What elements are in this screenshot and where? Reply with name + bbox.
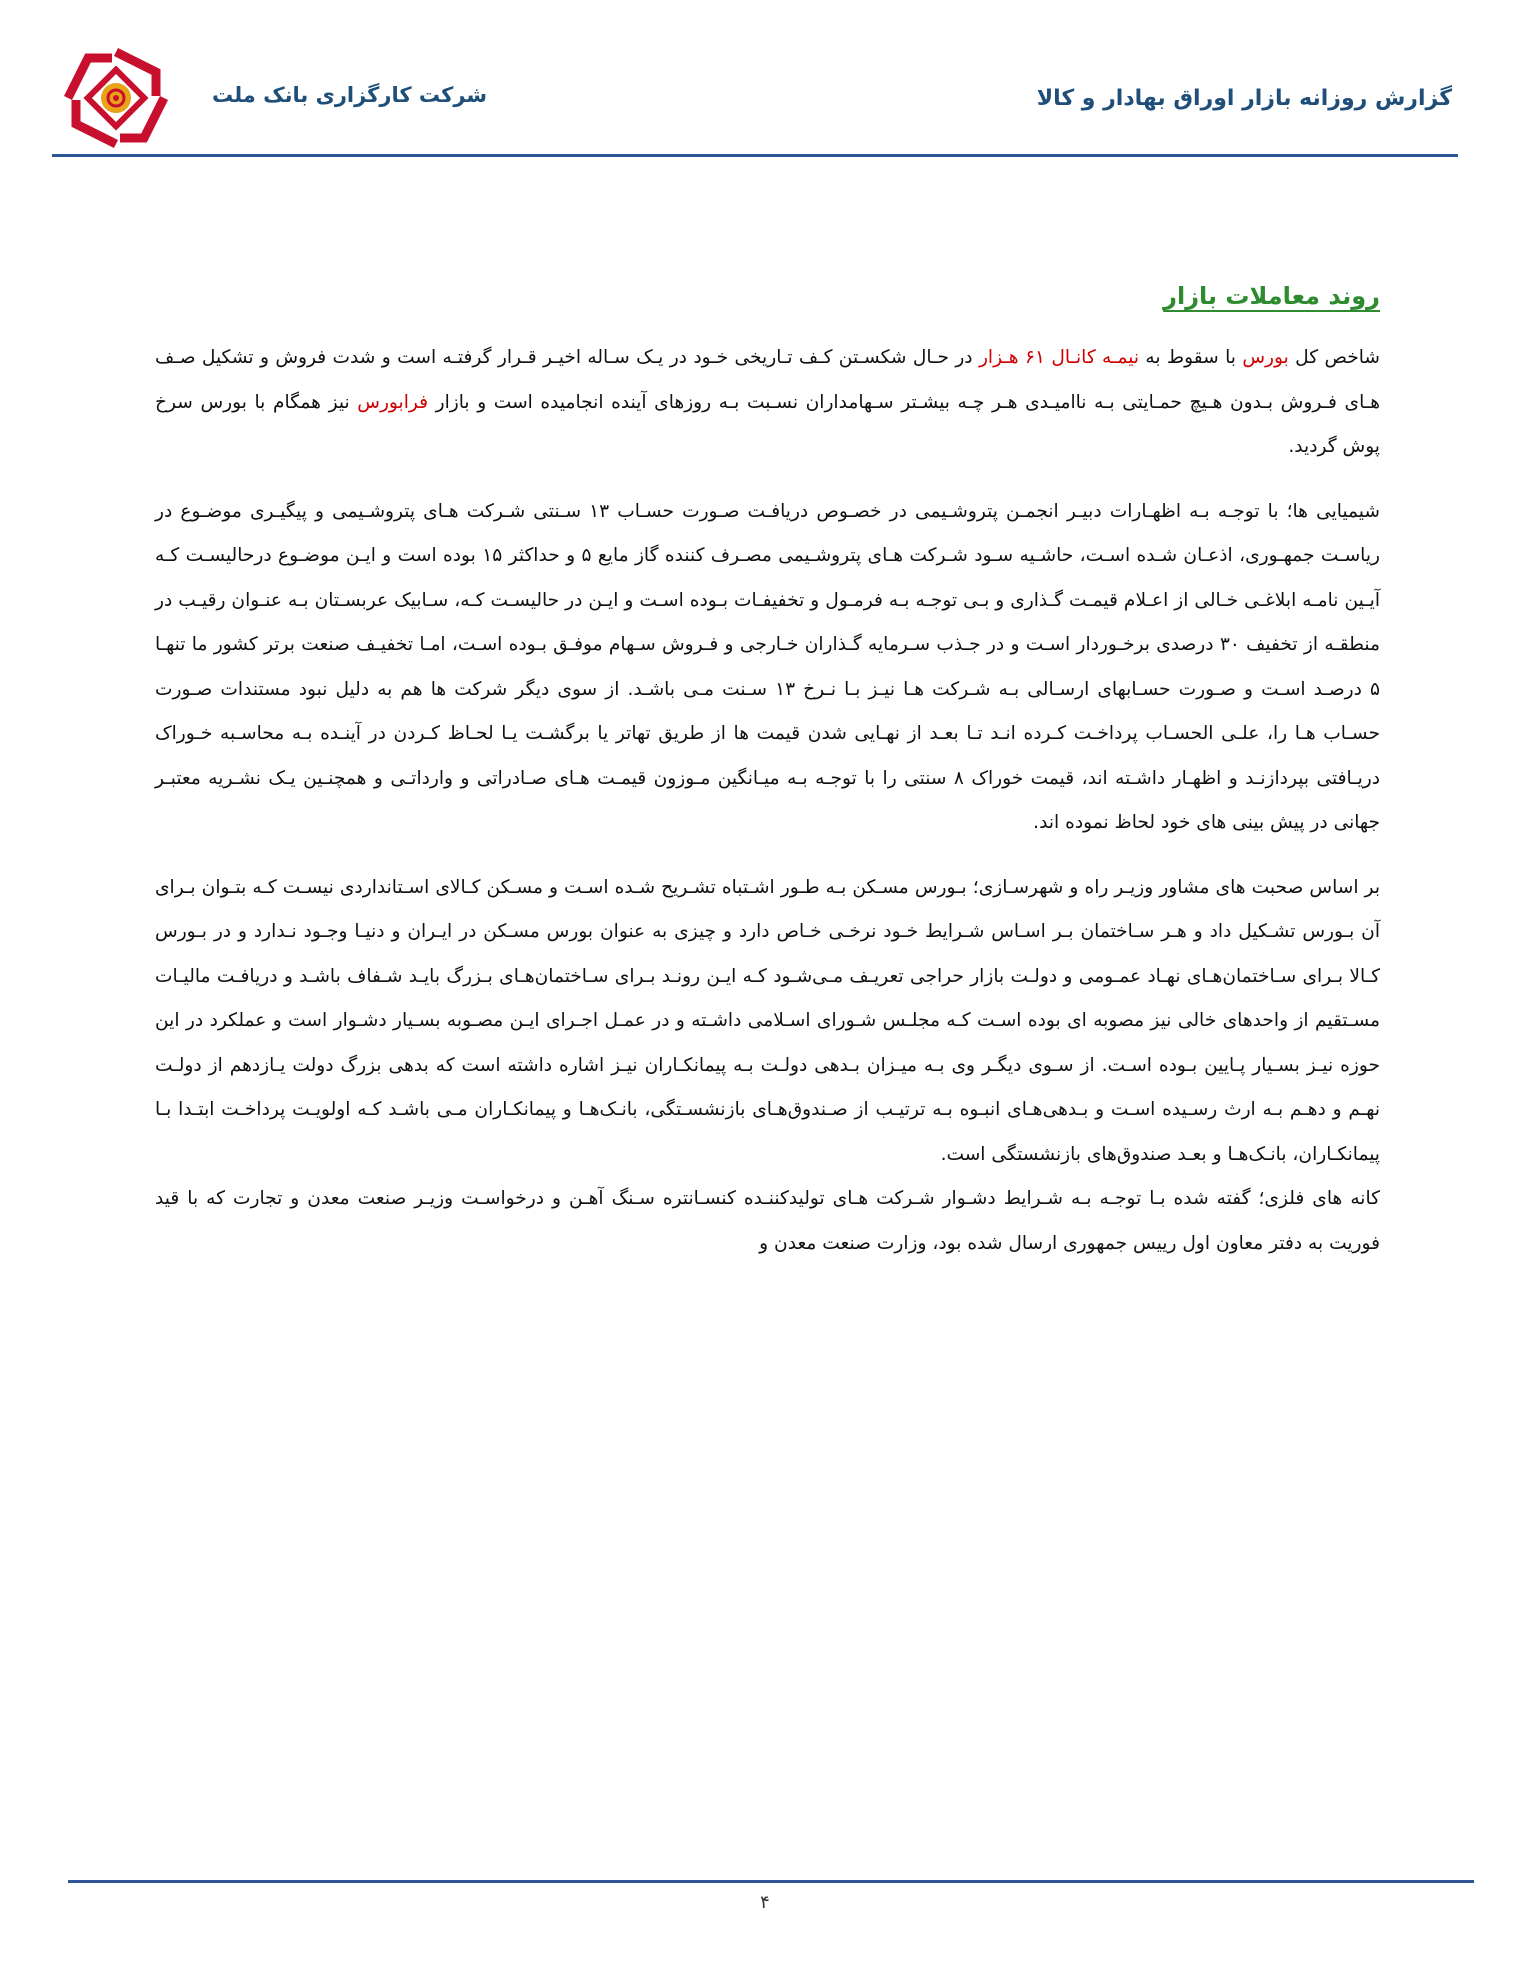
p1-highlight-index-level: نیمـه کانـال ۶۱ هـزار [978, 347, 1140, 368]
bank-mellat-logo-icon [62, 46, 170, 150]
p1-text-2: با سقوط به [1139, 347, 1243, 368]
page-header [52, 38, 1472, 156]
company-name: شرکت کارگزاری بانک ملت [212, 83, 488, 107]
paragraph-metal-ores: کانه های فلزی؛ گفته شده بـا توجـه بـه شـرایط دشـوار شـرکت هـای تولیدکننـده کنسـانتره سـنگ آهـن و درخواسـت وزیـر صنعت معدن و تجارت که با قید فوریت به دفتر معاون اول رییس جمهوری ارسال شده بود، وزارت صنعت معدن و [155, 1188, 1380, 1254]
paragraph-chemicals: شیمیایی ها؛ با توجـه بـه اظهـارات دبیـر انجمـن پتروشـیمی در خصـوص دریافـت صـورت حسـاب ۱۳ سـنتی شـرکت هـای پتروشـیمی و پیگیـری موضـوع در ریاسـت جمهـوری، اذعـان شـده اسـت، حاشـیه سـود شـرکت هـای پتروشـیمی مصـرف کننده گاز مایع ۵ و حداکثر ۱۵ بوده است و ایـن موضـوع درحالیسـت کـه آیـین نامـه ابلاغـی خـالی از اعـلام قیمـت گـذاری و بـی توجـه بـه فرمـول و تخفیفـات بـوده اسـت و ایـن در حالیسـت کـه، سـابیک عربسـتان بـه عنـوان رقیـب در منطقـه از تخفیف ۳۰ درصدی برخـوردار اسـت و در جـذب سـرمایه گـذاران خـارجی و فـروش سـهام موفـق بـوده اسـت، امـا تخفیـف صنعت برتر کشور ما تنهـا ۵ درصـد اسـت و صـورت حسـابهای ارسـالی بـه شـرکت هـا نیـز بـا نـرخ ۱۳ سـنت مـی باشـد. از سوی دیگر شرکت ها هم به دلیل نبود مستندات صـورت حسـاب هـا را، علـی الحسـاب پرداخـت کـرده انـد تـا بعـد از نهـایی شدن قیمت ها از طریق تهاتر یا برگشـت یـا لحـاظ کـردن در آینـده بـه محاسـبه خـوراک دریـافتی بپردازنـد و اظهـار داشـته اند، قیمت خوراک ۸ سنتی را با توجـه بـه میـانگین مـوزون قیمـت هـای صـادراتی و وارداتـی و همچنـین یـک نشـریه معتبـر جهانی در پیش بینی های خود لحاظ نموده اند. [155, 500, 1381, 833]
section-title: روند معاملات بازار [1163, 282, 1380, 310]
footer-divider [68, 1880, 1474, 1883]
header-divider [52, 154, 1458, 157]
paragraph-market-index [155, 336, 1380, 470]
p1-highlight-bourse: بورس [1242, 347, 1289, 368]
p1-text-1: شاخص کل [1288, 347, 1380, 368]
paragraph-housing-bourse: بر اساس صحبت های مشاور وزیـر راه و شهرسـازی؛ بـورس مسـکن بـه طـور اشـتباه تشـریح شـده اسـت و مسـکن کـالای اسـتانداردی نیسـت کـه بتـوان بـرای آن بـورس تشـکیل داد و هـر سـاختمان بـر اسـاس شـرایط خـود نرخـی خـاص دارد و چیزی به عنوان بورس مسـکن در ایـران و دنیـا وجـود نـدارد و در بـورس کـالا بـرای سـاختمان‌هـای نهـاد عمـومی و دولـت بازار حراجی تعریـف مـی‌شـود کـه ایـن رونـد بـرای سـاختمان‌هـای بـزرگ بایـد شـفاف باشـد و دریافـت مالیـات مسـتقیم از واحدهای خالی نیز مصوبه ای بوده اسـت کـه مجلـس شـورای اسـلامی داشـته و در عمـل اجـرای ایـن مصـوبه بسـیار دشـوار است و عملکرد در این حوزه نیـز بسـیار پـایین بـوده اسـت. از سـوی دیگـر وی بـه میـزان بـدهی دولـت بـه پیمانکـاران نیـز اشاره داشته است که بدهی بزرگ دولت یـازدهم از دولـت نهـم و دهـم بـه ارث رسـیده اسـت و بـدهی‌هـای انبـوه بـه ترتیـب از صـندوق‌هـای بازنشسـتگی، بانـک‌هـا و پیمانکـاران مـی باشـد کـه اولویـت پرداخـت ابتـدا بـا پیمانکـاران، بانـک‌هـا و بعـد صندوق‌های بازنشستگی است. [155, 876, 1380, 1165]
p1-text-3: در حـال شکسـتن کـف تـاریخی خـود در یـک سـاله اخیـر قـرار گرفتـه است و شدت فروش و تشکیل صـف هـای فـروش بـدون هـیچ حمـایتی بـه ناامیـدی هـر چـه بیشـتر سـهامداران نسـبت بـه روزهای آینده انجامیده است و بازار [155, 347, 1380, 413]
p1-highlight-farabourse: فرابورس [357, 391, 429, 413]
report-title: گزارش روزانه بازار اوراق بهادار و کالا [1036, 86, 1452, 111]
report-body [155, 270, 1380, 1286]
p1-text-4: نیز همگام با بورس سرخ پوش گردید. [155, 391, 1380, 457]
page-number: ۴ [760, 1892, 770, 1913]
